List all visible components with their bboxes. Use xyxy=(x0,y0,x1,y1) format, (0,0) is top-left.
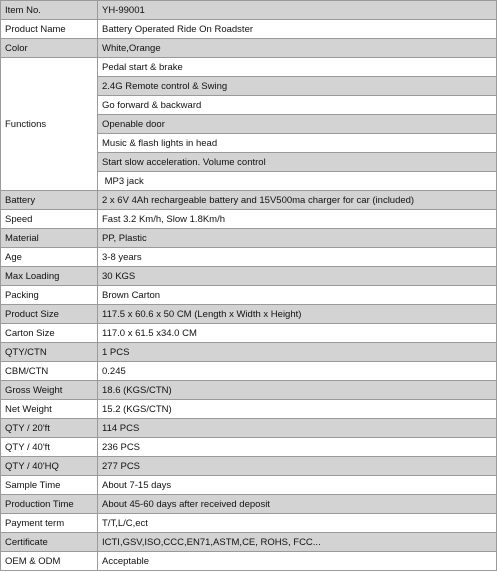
row-value: 117.5 x 60.6 x 50 CM (Length x Width x Height) xyxy=(98,305,497,324)
row-value: 1 PCS xyxy=(98,343,497,362)
row-value: 30 KGS xyxy=(98,267,497,286)
row-label: QTY/CTN xyxy=(1,343,98,362)
row-value: 2 x 6V 4Ah rechargeable battery and 15V500ma charger for car (included) xyxy=(98,191,497,210)
table-row xyxy=(1,210,497,229)
row-label: Net Weight xyxy=(1,400,98,419)
table-row xyxy=(1,381,497,400)
row-value: PP, Plastic xyxy=(98,229,497,248)
table-row xyxy=(1,476,497,495)
function-item: Openable door xyxy=(98,115,497,134)
row-label: Gross Weight xyxy=(1,381,98,400)
row-value: 0.245 xyxy=(98,362,497,381)
row-value: White,Orange xyxy=(98,39,497,58)
function-item: Start slow acceleration. Volume control xyxy=(98,153,497,172)
functions-row xyxy=(1,58,497,77)
table-row xyxy=(1,343,497,362)
row-value: 18.6 (KGS/CTN) xyxy=(98,381,497,400)
function-item: Music & flash lights in head xyxy=(98,134,497,153)
table-row xyxy=(1,438,497,457)
spec-table-body xyxy=(1,1,497,571)
table-row xyxy=(1,495,497,514)
row-value: ICTI,GSV,ISO,CCC,EN71,ASTM,CE, ROHS, FCC... xyxy=(98,533,497,552)
table-row xyxy=(1,286,497,305)
row-value: About 45-60 days after received deposit xyxy=(98,495,497,514)
function-item: Pedal start & brake xyxy=(98,58,497,77)
row-value: Acceptable xyxy=(98,552,497,571)
table-row xyxy=(1,267,497,286)
table-row xyxy=(1,514,497,533)
row-value: 117.0 x 61.5 x34.0 CM xyxy=(98,324,497,343)
row-label: Age xyxy=(1,248,98,267)
row-value: About 7-15 days xyxy=(98,476,497,495)
row-label: Production Time xyxy=(1,495,98,514)
table-row xyxy=(1,552,497,571)
row-value: Brown Carton xyxy=(98,286,497,305)
row-label: Packing xyxy=(1,286,98,305)
row-value: 15.2 (KGS/CTN) xyxy=(98,400,497,419)
row-label: Certificate xyxy=(1,533,98,552)
row-label: Product Size xyxy=(1,305,98,324)
row-label: CBM/CTN xyxy=(1,362,98,381)
row-label: Carton Size xyxy=(1,324,98,343)
row-label: QTY / 20'ft xyxy=(1,419,98,438)
row-label: QTY / 40'ft xyxy=(1,438,98,457)
row-label: Product Name xyxy=(1,20,98,39)
function-item: MP3 jack xyxy=(98,172,497,191)
row-label: Battery xyxy=(1,191,98,210)
table-row xyxy=(1,400,497,419)
row-label: Item No. xyxy=(1,1,98,20)
table-row xyxy=(1,229,497,248)
table-row xyxy=(1,20,497,39)
table-row xyxy=(1,362,497,381)
row-value: 236 PCS xyxy=(98,438,497,457)
row-value: Fast 3.2 Km/h, Slow 1.8Km/h xyxy=(98,210,497,229)
row-label: Payment term xyxy=(1,514,98,533)
row-value: T/T,L/C,ect xyxy=(98,514,497,533)
row-value: YH-99001 xyxy=(98,1,497,20)
functions-label: Functions xyxy=(1,58,98,191)
row-label: Material xyxy=(1,229,98,248)
row-label: Speed xyxy=(1,210,98,229)
function-item: Go forward & backward xyxy=(98,96,497,115)
row-label: Max Loading xyxy=(1,267,98,286)
function-item: 2.4G Remote control & Swing xyxy=(98,77,497,96)
table-row xyxy=(1,191,497,210)
row-label: Sample Time xyxy=(1,476,98,495)
row-value: 3-8 years xyxy=(98,248,497,267)
table-row xyxy=(1,1,497,20)
table-row xyxy=(1,457,497,476)
table-row xyxy=(1,419,497,438)
row-value: Battery Operated Ride On Roadster xyxy=(98,20,497,39)
row-value: 277 PCS xyxy=(98,457,497,476)
table-row xyxy=(1,248,497,267)
table-row xyxy=(1,305,497,324)
table-row xyxy=(1,39,497,58)
row-label: QTY / 40'HQ xyxy=(1,457,98,476)
table-row xyxy=(1,533,497,552)
row-value: 114 PCS xyxy=(98,419,497,438)
row-label: Color xyxy=(1,39,98,58)
row-label: OEM & ODM xyxy=(1,552,98,571)
table-row xyxy=(1,324,497,343)
